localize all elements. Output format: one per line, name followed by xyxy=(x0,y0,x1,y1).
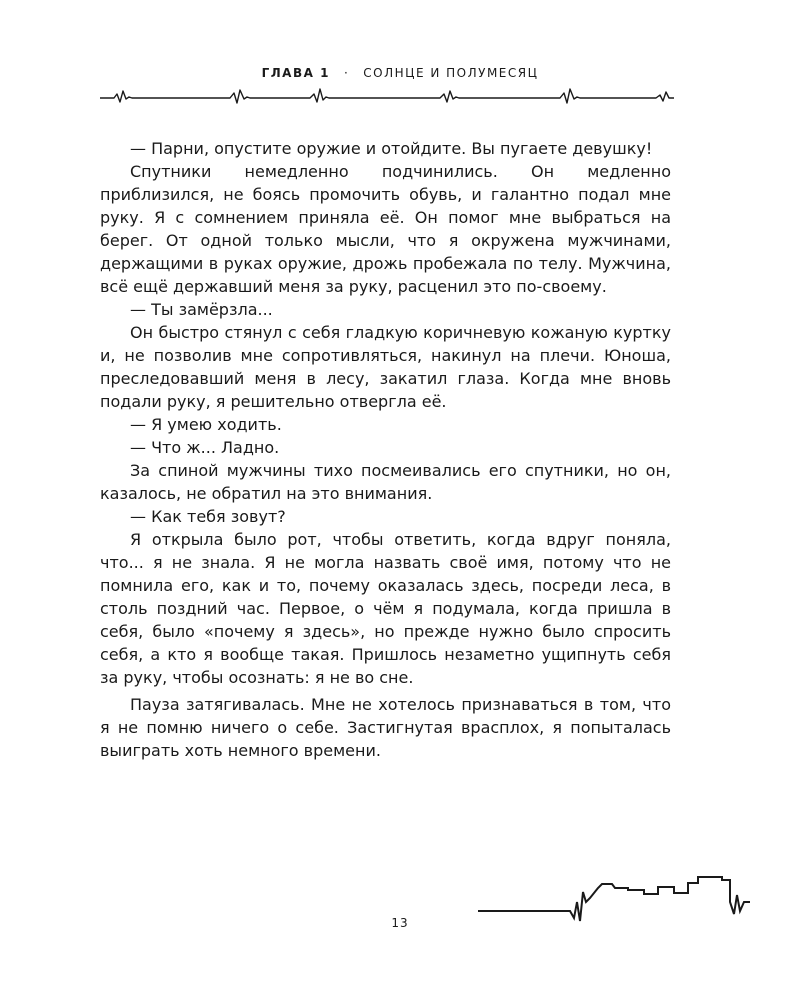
heartbeat-rule-ornament xyxy=(100,86,674,110)
paragraph: За спиной мужчины тихо посмеивались его спутники, но он, казалось, не обратил на это внимания. xyxy=(100,461,671,503)
paragraph: Он быстро стянул с себя гладкую коричневую кожаную куртку и, не позволив мне сопротивляться, накинул на плечи. Юноша, преследовавший меня в лесу, закатил глаза. Когда мне вновь подали руку, я решительно отвергла её. xyxy=(100,323,671,411)
chapter-title: СОЛНЦЕ И ПОЛУМЕСЯЦ xyxy=(363,66,539,80)
paragraph: Пауза затягивалась. Мне не хотелось признаваться в том, что я не помню ничего о себе. Застигнутая врасплох, я попыталась выиграть хоть немного времени. xyxy=(100,695,671,760)
running-header xyxy=(0,66,800,80)
paragraph: — Я умею ходить. xyxy=(130,415,282,434)
page-body xyxy=(100,137,671,762)
paragraph: Я открыла было рот, чтобы ответить, когда вдруг поняла, что... я не знала. Я не могла назвать своё имя, потому что не помнила его, как и то, почему оказалась здесь, посреди леса, в столь поздний час. Первое, о чём я подумала, когда пришла в себя, было «почему я здесь», но прежде нужно было спросить себя, а кто я вообще такая. Пришлось незаметно ущипнуть себя за руку, чтобы осознать: я не во сне. xyxy=(100,530,671,687)
page-number: 13 xyxy=(391,916,409,930)
chapter-label: ГЛАВА 1 xyxy=(261,66,330,80)
paragraph: — Ты замёрзла... xyxy=(130,300,273,319)
paragraph: — Парни, опустите оружие и отойдите. Вы пугаете девушку! xyxy=(130,139,653,158)
paragraph: Спутники немедленно подчинились. Он медленно приблизился, не боясь промочить обувь, и галантно подал мне руку. Я с сомнением приняла её. Он помог мне выбраться на берег. От одной только мысли, что я окружена мужчинами, держащими в руках оружие, дрожь пробежала по телу. Мужчина, всё ещё державший меня за руку, расценил это по-своему. xyxy=(100,162,671,296)
header-separator: · xyxy=(343,66,350,80)
paragraph: — Как тебя зовут? xyxy=(130,507,286,526)
paragraph: — Что ж... Ладно. xyxy=(130,438,280,457)
